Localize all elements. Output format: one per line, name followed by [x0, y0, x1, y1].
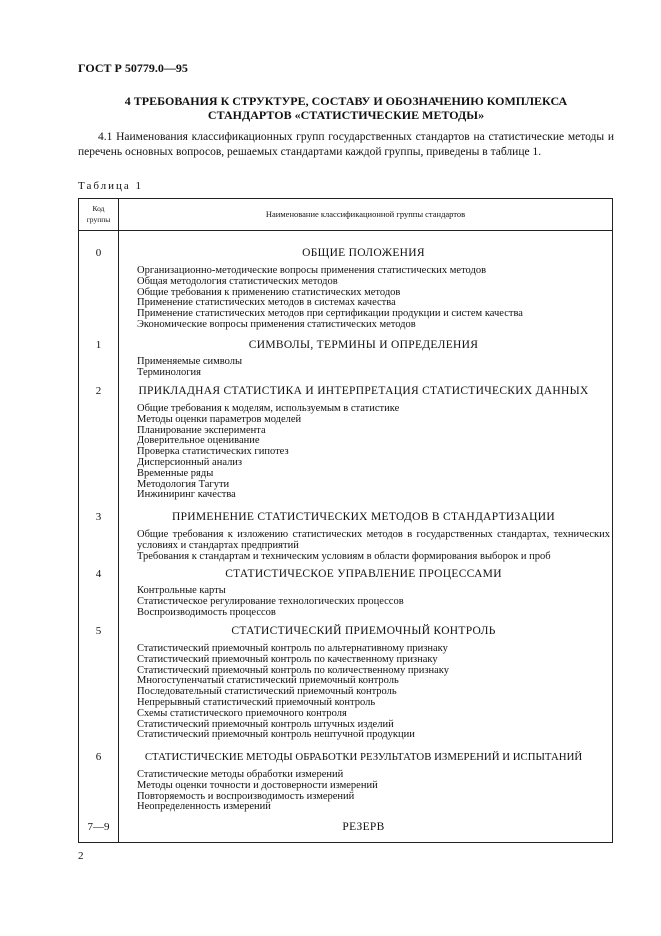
group-items: [137, 357, 610, 379]
group-items: [137, 644, 610, 741]
document-code: ГОСТ Р 50779.0—95: [78, 61, 188, 75]
list-item: Методы оценки параметров моделей: [137, 413, 302, 425]
group-code: 0: [95, 247, 102, 259]
list-item: Применение статистических методов в системах качества: [137, 297, 396, 309]
group-items: [137, 530, 610, 562]
list-item: Статистическое регулирование технологических процессов: [137, 595, 404, 607]
list-item: Схемы статистического приемочного контроля: [137, 707, 347, 719]
section-title-line-1: 4 ТРЕБОВАНИЯ К СТРУКТУРЕ, СОСТАВУ И ОБОЗНАЧЕНИЮ КОМПЛЕКСА: [124, 94, 568, 108]
list-item: Применение статистических методов при сертификации продукции и систем качества: [137, 308, 523, 320]
header-divider: [79, 230, 612, 231]
header-code-column: [79, 203, 118, 225]
list-item: Методы оценки точности и достоверности измерений: [137, 779, 378, 791]
group-items: [137, 586, 610, 618]
section-title: [78, 94, 614, 122]
group-title: СИМВОЛЫ, ТЕРМИНЫ И ОПРЕДЕЛЕНИЯ: [248, 339, 479, 351]
list-item: Терминология: [137, 366, 202, 378]
group-code: 2: [95, 385, 102, 397]
list-item: Многоступенчатый статистический приемочный контроль: [137, 675, 399, 687]
list-item: Воспроизводимость процессов: [137, 606, 276, 618]
list-item: Экономические вопросы применения статистических методов: [137, 318, 416, 330]
group-title: ПРИКЛАДНАЯ СТАТИСТИКА И ИНТЕРПРЕТАЦИЯ СТАТИСТИЧЕСКИХ ДАННЫХ: [138, 385, 589, 397]
group-title: РЕЗЕРВ: [342, 821, 385, 833]
list-item: Дисперсионный анализ: [137, 456, 243, 468]
list-item: Контрольные карты: [137, 585, 226, 596]
group-items: [137, 404, 610, 501]
list-item: Неопределенность измерений: [137, 801, 271, 813]
table-caption: Таблица 1: [78, 180, 144, 192]
list-item: Непрерывный статистический приемочный контроль: [137, 696, 376, 708]
header-code-line-1: Код: [92, 204, 105, 213]
list-item: Общие требования к применению статистических методов: [137, 286, 401, 298]
list-item: Статистический приемочный контроль штучных изделий: [137, 718, 394, 730]
list-item: Применяемые символы: [137, 356, 243, 367]
group-title: ПРИМЕНЕНИЕ СТАТИСТИЧЕСКИХ МЕТОДОВ В СТАНДАРТИЗАЦИИ: [172, 511, 555, 523]
list-item: Общие требования к изложению статистических методов в государственных стандартах, технических условиях и стандартах предприятий: [137, 529, 610, 551]
group-code: 1: [95, 339, 102, 351]
page-number: 2: [78, 850, 84, 862]
list-item: Последовательный статистический приемочный контроль: [137, 686, 397, 698]
list-item: Временные ряды: [137, 467, 214, 479]
list-item: Статистический приемочный контроль нештучной продукции: [137, 729, 415, 741]
list-item: Повторяемость и воспроизводимость измерений: [137, 790, 355, 802]
group-code: 4: [95, 568, 102, 580]
list-item: Требования к стандартам и техническим условиям в области формирования выборок и проб: [137, 550, 551, 562]
list-item: Статистический приемочный контроль по количественному признаку: [137, 664, 449, 676]
classification-table: [78, 198, 613, 843]
list-item: Доверительное оценивание: [137, 435, 260, 447]
list-item: Статистический приемочный контроль по альтернативному признаку: [137, 643, 448, 654]
list-item: Общая методология статистических методов: [137, 275, 338, 287]
list-item: Статистические методы обработки измерений: [137, 769, 344, 780]
list-item: Проверка статистических гипотез: [137, 446, 289, 458]
group-title: ОБЩИЕ ПОЛОЖЕНИЯ: [302, 247, 425, 259]
list-item: Общие требования к моделям, используемым в статистике: [137, 403, 400, 414]
header-code-line-2: группы: [86, 215, 111, 224]
list-item: Статистический приемочный контроль по качественному признаку: [137, 653, 438, 665]
group-code: 7—9: [87, 821, 110, 833]
list-item: Организационно-методические вопросы применения статистических методов: [137, 265, 487, 276]
list-item: Инжиниринг качества: [137, 489, 236, 501]
list-item: Методология Тагути: [137, 478, 230, 490]
list-item: Планирование эксперимента: [137, 424, 266, 436]
header-name-column: Наименование классификационной группы стандартов: [265, 209, 466, 219]
group-items: [137, 770, 610, 813]
group-title: СТАТИСТИЧЕСКИЙ ПРИЕМОЧНЫЙ КОНТРОЛЬ: [231, 625, 496, 637]
group-title: СТАТИСТИЧЕСКОЕ УПРАВЛЕНИЕ ПРОЦЕССАМИ: [225, 568, 502, 580]
intro-paragraph: 4.1 Наименования классификационных групп государственных стандартов на статистические методы и перечень основных вопросов, решаемых стандартами каждой группы, приведены в таблице 1.: [78, 131, 614, 158]
group-title: СТАТИСТИЧЕСКИЕ МЕТОДЫ ОБРАБОТКИ РЕЗУЛЬТАТОВ ИЗМЕРЕНИЙ И ИСПЫТАНИЙ: [144, 751, 583, 763]
group-code: 6: [95, 751, 102, 763]
group-code: 5: [95, 625, 102, 637]
group-items: [137, 266, 610, 331]
section-title-line-2: СТАНДАРТОВ «СТАТИСТИЧЕСКИЕ МЕТОДЫ»: [207, 108, 485, 122]
group-code: 3: [95, 511, 102, 523]
